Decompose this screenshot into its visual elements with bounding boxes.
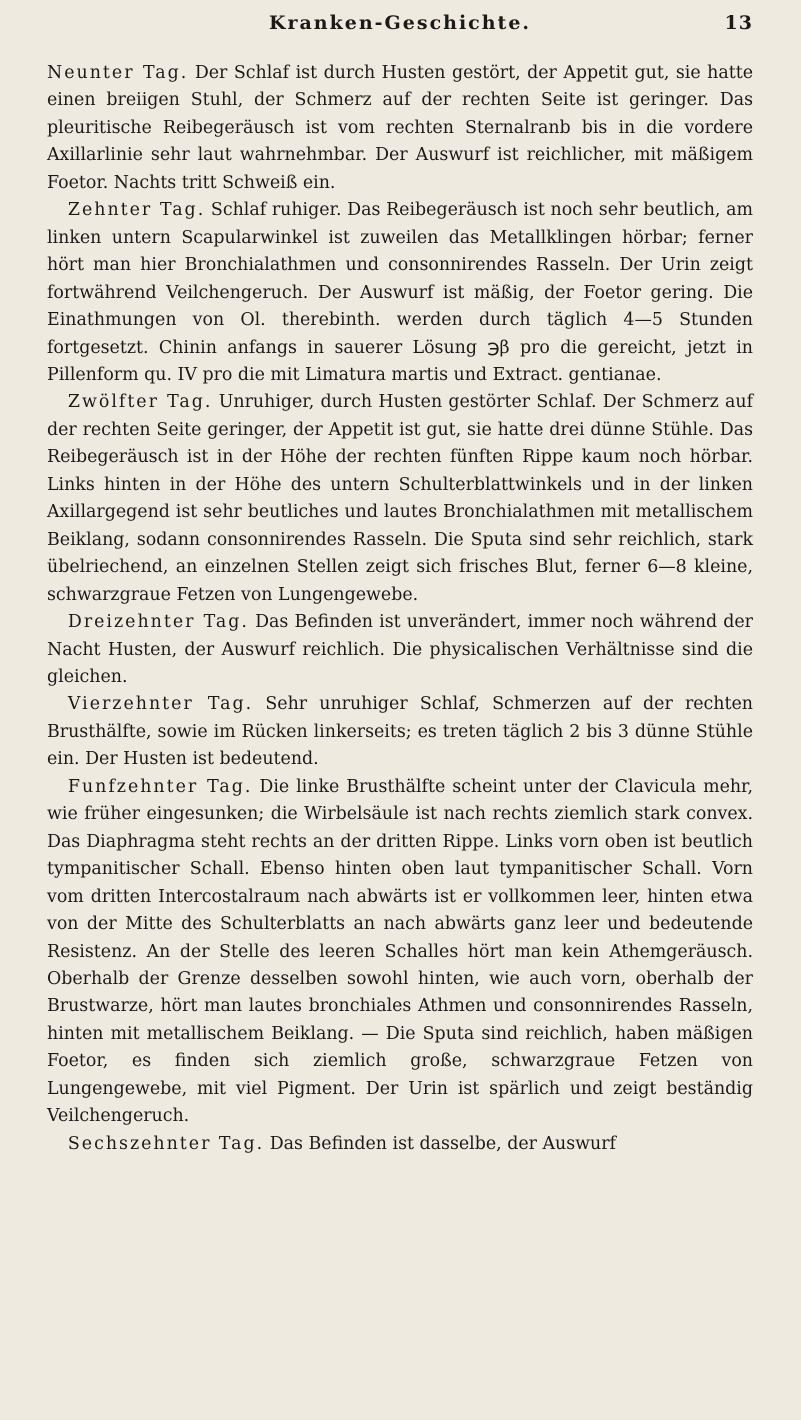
paragraph-text: Das Befinden ist dasselbe, der Auswurf (269, 1133, 616, 1154)
paragraph-day-14 (47, 691, 753, 773)
paragraph-day-16 (47, 1131, 753, 1158)
paragraph-text: Das Befinden ist unverändert, immer noch während der Nacht Husten, der Auswurf reichlich. Die physicalischen Verhältnisse sind die gleichen. (47, 612, 753, 687)
day-heading: Dreizehnter Tag. (67, 612, 249, 633)
paragraph-text: Unruhiger, durch Husten gestörter Schlaf. Der Schmerz auf der rechten Seite geringer, der Appetit ist gut, sie hatte drei dünne Stühle. Das Reibegeräusch ist in der Höhe der rechten fünften Rippe kaum noch hörbar. Links hinten in der Höhe des untern Schulterblattwinkels und in der linken Axillargegend ist sehr beutliches und lautes Bronchialathmen mit metallischem Beiklang, sodann consonnirendes Rasseln. Die Sputa sind sehr reichlich, stark übelriechend, an einzelnen Stellen zeigt sich frisches Blut, ferner 6—8 kleine, schwarzgraue Fetzen von Lungengewebe. (47, 392, 754, 605)
paragraph-day-10 (47, 197, 753, 389)
paragraph-day-13 (47, 609, 753, 691)
day-heading: Zehnter Tag. (67, 200, 206, 221)
paragraph-day-9 (47, 60, 753, 197)
day-heading: Zwölfter Tag. (67, 392, 213, 413)
day-heading: Neunter Tag. (47, 63, 189, 83)
paragraph-text: Der Schlaf ist durch Husten gestört, der Appetit gut, sie hatte einen breiigen Stuhl, der Schmerz auf der rechten Seite ist geringer. Das pleuritische Reibegeräusch ist vom rechten Sternalranb bis in die vordere Axillarlinie sehr laut wahrnehmbar. Der Auswurf ist reichlicher, mit mäßigem Foetor. Nachts tritt Schweiß ein. (47, 63, 754, 193)
running-head (47, 0, 753, 34)
day-heading: Sechszehnter Tag. (67, 1133, 265, 1154)
page-number: 13 (724, 12, 753, 34)
paragraph-day-12 (47, 389, 753, 609)
day-heading: Funfzehnter Tag. (67, 776, 253, 797)
paragraph-day-15 (47, 774, 753, 1131)
body-text (47, 60, 753, 1158)
paragraph-text: Sehr unruhiger Schlaf, Schmerzen auf der rechten Brusthälfte, sowie im Rücken linkerseits; es treten täglich 2 bis 3 dünne Stühle ein. Der Husten ist bedeutend. (47, 694, 753, 770)
paragraph-text: Die linke Brusthälfte scheint unter der Clavicula mehr, wie früher eingesunken; die Wirbelsäule ist nach rechts ziemlich stark convex. Das Diaphragma steht rechts an der dritten Rippe. Links vorn oben ist beutlich tympanitischer Schall. Ebenso hinten oben laut tympanitischer Schall. Vorn vom dritten Intercostalraum nach abwärts ist er vollkommen leer, hinten etwa von der Mitte des Schulterblatts an nach abwärts ganz leer und bedeutende Resistenz. An der Stelle des leeren Schalles hört man kein Athemgeräusch. Oberhalb der Grenze desselben sowohl hinten, wie auch vorn, oberhalb der Brustwarze, hört man lautes bronchiales Athmen und consonnirendes Rasseln, hinten mit metallischem Beiklang. — Die Sputa sind reichlich, haben mäßigen Foetor, es finden sich ziemlich große, schwarzgraue Fetzen von Lungengewebe, mit viel Pigment. Der Urin ist spärlich und zeigt beständig Veilchengeruch. (47, 776, 753, 1127)
paragraph-text: Schlaf ruhiger. Das Reibegeräusch ist noch sehr beutlich, am linken untern Scapularwinkel ist zuweilen das Metallklingen hörbar; ferner hört man hier Bronchialathmen und consonnirendes Rasseln. Der Urin zeigt fortwährend Veilchengeruch. Der Auswurf ist mäßig, der Foetor gering. Die Einathmungen von Ol. therebinth. werden durch täglich 4—5 Stunden fortgesetzt. Chinin anfangs in sauerer Lösung ℈β pro die gereicht, jetzt in Pillenform qu. IV pro die mit Limatura martis und Extract. gentianae. (47, 200, 753, 385)
day-heading: Vierzehnter Tag. (67, 694, 254, 715)
running-head-title: Kranken-Geschichte. (268, 12, 532, 34)
